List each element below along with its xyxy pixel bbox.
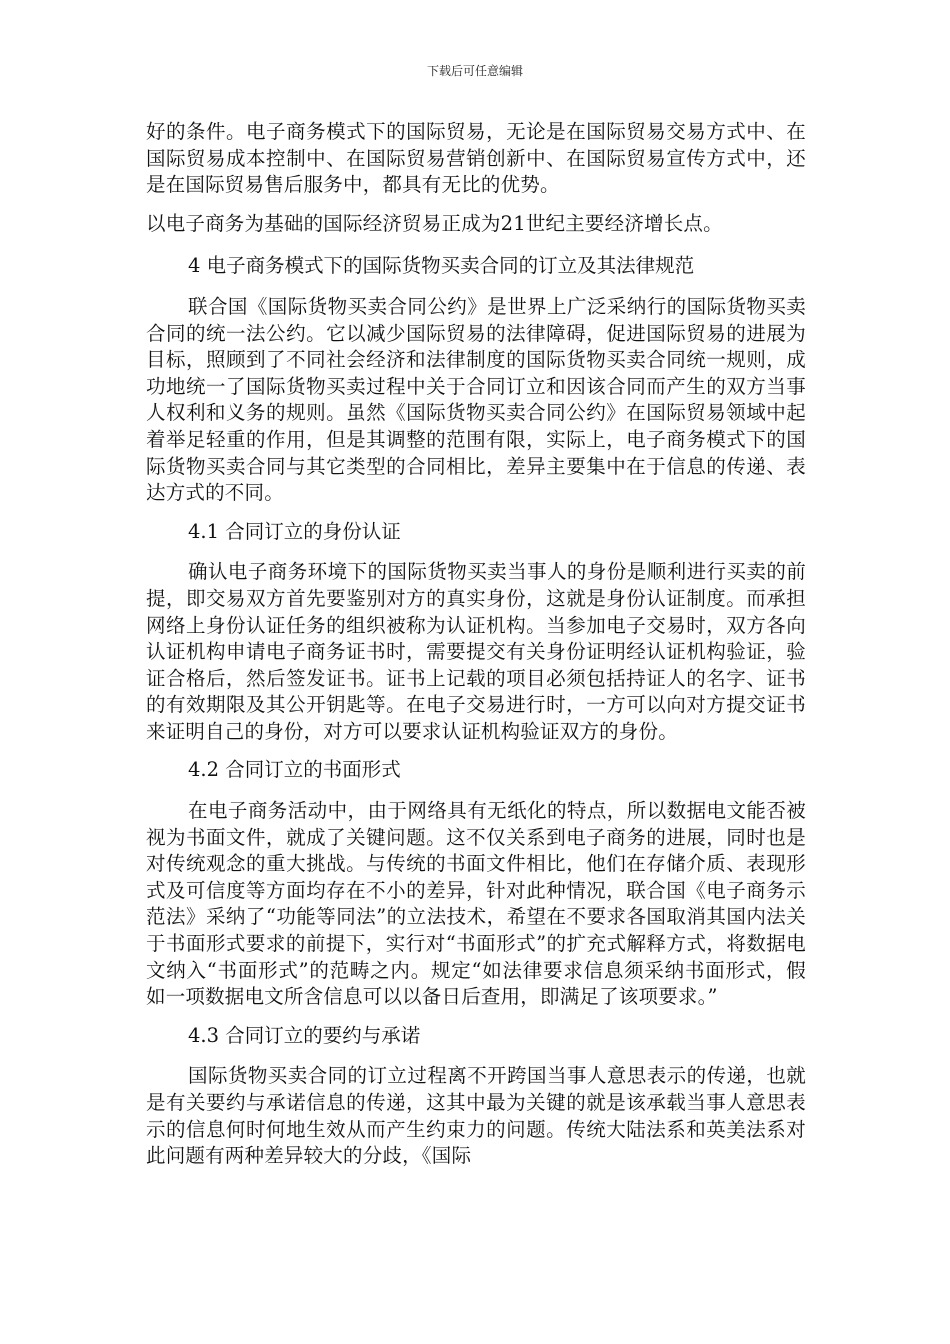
page-header: 下载后可任意编辑: [426, 64, 523, 78]
section-heading-4-3: 4.3 合同订立的要约与承诺: [188, 1023, 421, 1047]
section-heading-4-2: 4.2 合同订立的书面形式: [188, 758, 401, 782]
paragraph-growth: 以电子商务为基础的国际经济贸易正成为21世纪主要经济增长点。: [146, 211, 723, 235]
section-heading-4-1: 4.1 合同订立的身份认证: [188, 519, 401, 543]
paragraph-intro: 好的条件。电子商务模式下的国际贸易，无论是在国际贸易交易方式中、在国际贸易成本控制中、在国际贸易营销创新中、在国际贸易宣传方式中，还是在国际贸易售后服务中，都具有无比的优势。: [146, 120, 806, 197]
paragraph-offer-acceptance: 国际货物买卖合同的订立过程离不开跨国当事人意思表示的传递，也就是有关要约与承诺信息的传递，这其中最为关键的就是该承载当事人意思表示的信息何时何地生效从而产生约束力的问题。传统大陆法系和英美法系对此问题有两种差异较大的分歧，《国际: [146, 1064, 806, 1168]
paragraph-identity: 确认电子商务环境下的国际货物买卖当事人的身份是顺利进行买卖的前提，即交易双方首先要鉴别对方的真实身份，这就是身份认证制度。而承担网络上身份认证任务的组织被称为认证机构。当参加电子交易时，双方各向认证机构申请电子商务证书时，需要提交有关身份证明经认证机构验证，验证合格后，然后签发证书。证书上记载的项目必须包括持证人的名字、证书的有效期限及其公开钥匙等。在电子交易进行时，一方可以向对方提交证书来证明自己的身份，对方可以要求认证机构验证双方的身份。: [146, 560, 806, 743]
paragraph-written-form: 在电子商务活动中，由于网络具有无纸化的特点，所以数据电文能否被视为书面文件，就成了关键问题。这不仅关系到电子商务的进展，同时也是对传统观念的重大挑战。与传统的书面文件相比，他们在存储介质、表现形式及可信度等方面均存在不小的差异，针对此种情况，联合国《电子商务示范法》采纳了“功能等同法”的立法技术，希望在不要求各国取消其国内法关于书面形式要求的前提下，实行对“书面形式”的扩充式解释方式，将数据电文纳入“书面形式”的范畴之内。规定“如法律要求信息须采纳书面形式，假如一项数据电文所含信息可以以备日后查用，即满足了该项要求。”: [146, 799, 806, 1009]
document-body: [146, 119, 806, 1170]
paragraph-convention: 联合国《国际货物买卖合同公约》是世界上广泛采纳行的国际货物买卖合同的统一法公约。它以减少国际贸易的法律障碍，促进国际贸易的进展为目标，照顾到了不同社会经济和法律制度的国际货物买卖合同统一规则，成功地统一了国际货物买卖过程中关于合同订立和因该合同而产生的双方当事人权利和义务的规则。虽然《国际货物买卖合同公约》在国际贸易领域中起着举足轻重的作用，但是其调整的范围有限，实际上，电子商务模式下的国际货物买卖合同与其它类型的合同相比，差异主要集中在于信息的传递、表达方式的不同。: [146, 294, 806, 505]
section-heading-4: 4 电子商务模式下的国际货物买卖合同的订立及其法律规范: [188, 254, 695, 278]
